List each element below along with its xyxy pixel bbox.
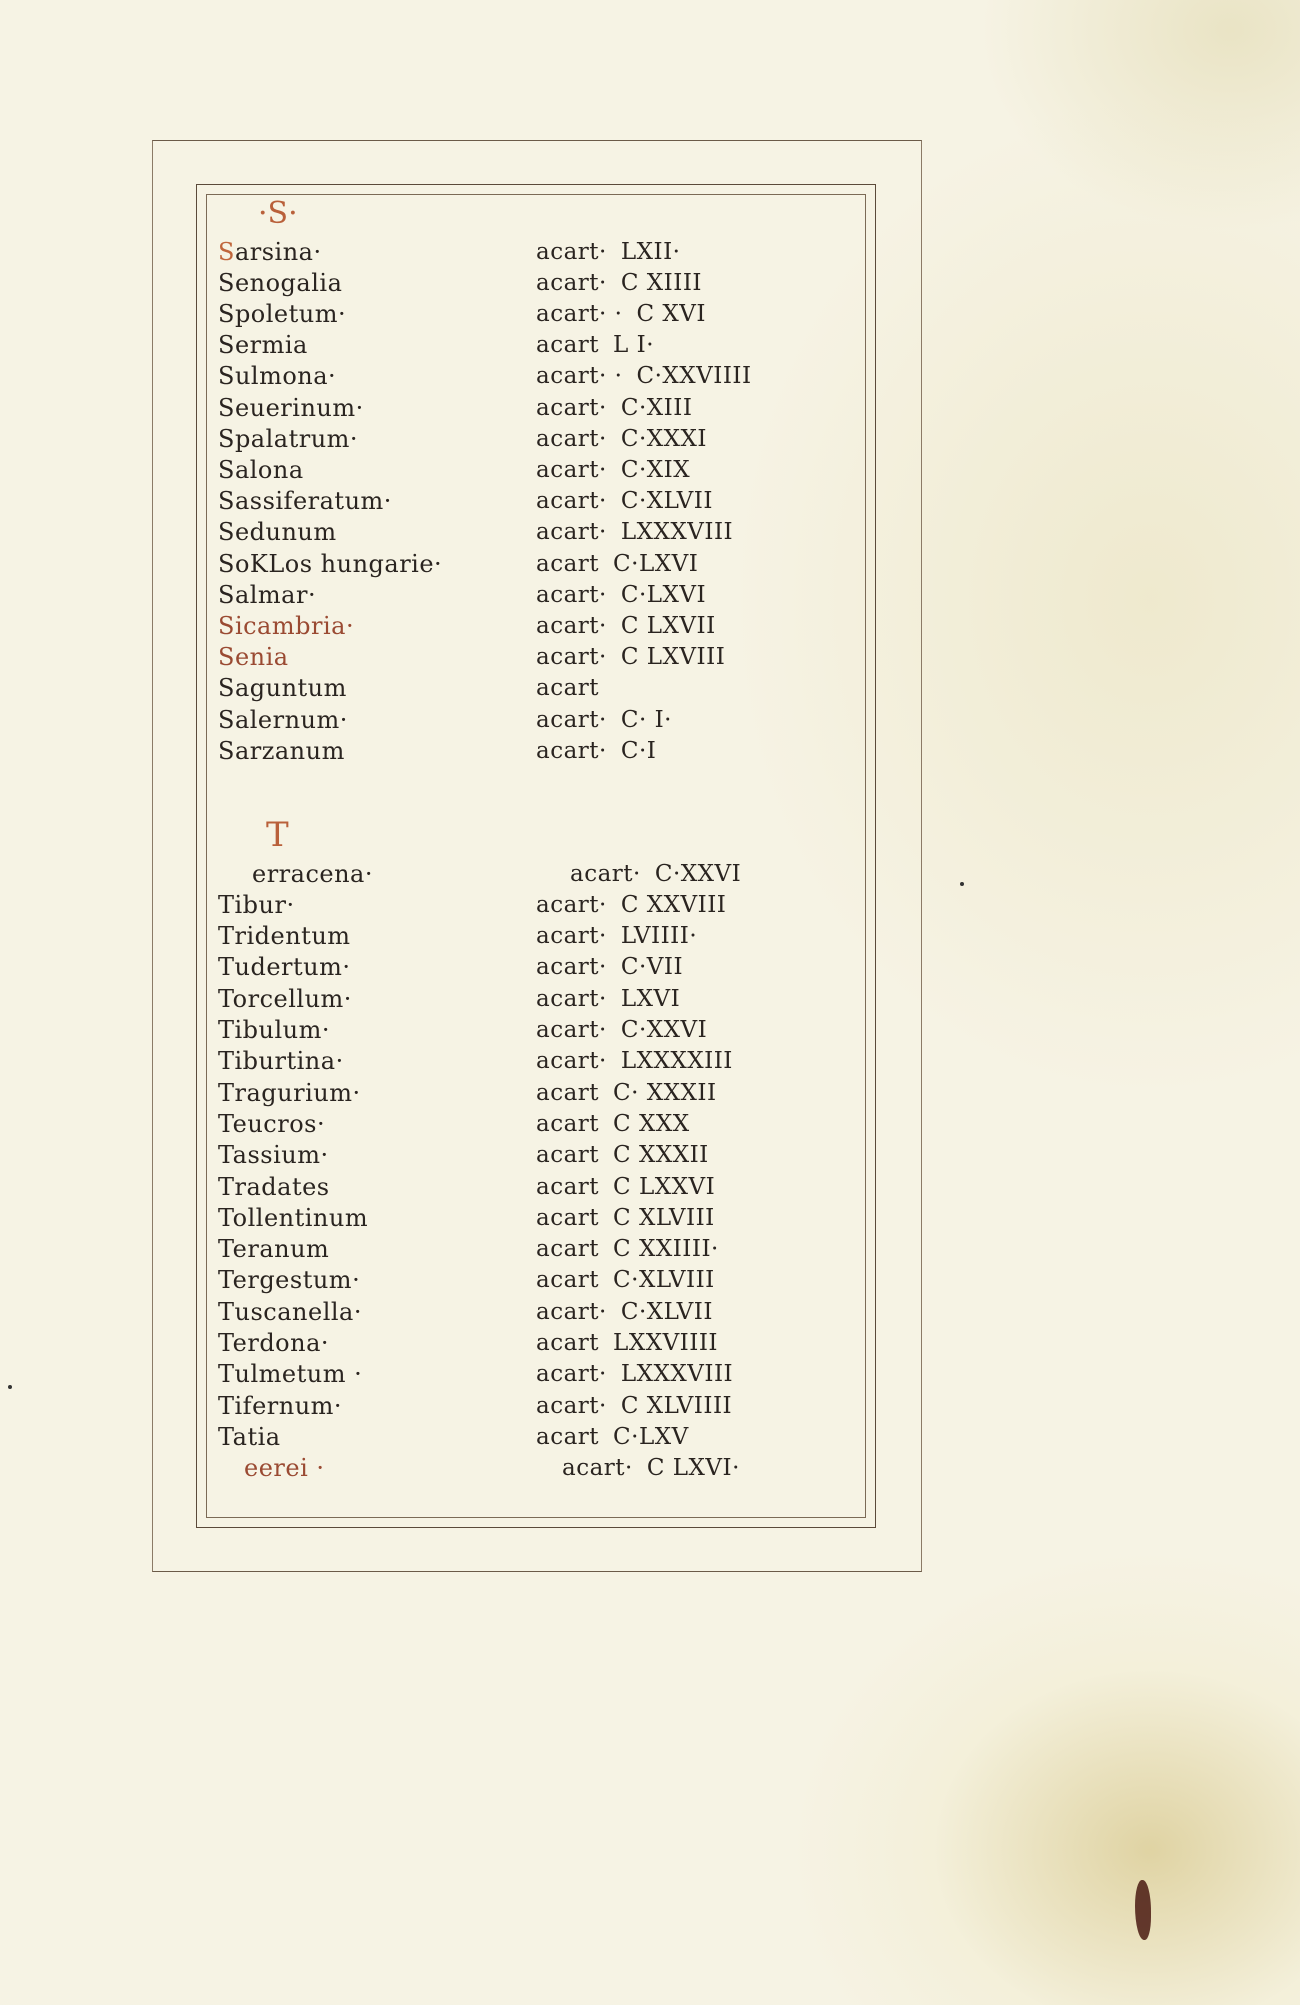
folio-number: C·XXVI bbox=[654, 860, 742, 887]
list-item bbox=[218, 889, 778, 920]
place-name: Teucros· bbox=[218, 1109, 326, 1138]
reference-abbreviation: acart· bbox=[536, 238, 607, 265]
list-item bbox=[218, 517, 778, 548]
list-item bbox=[218, 1296, 778, 1327]
place-name: eerei · bbox=[244, 1454, 325, 1483]
reference-abbreviation: acart bbox=[536, 1267, 600, 1294]
place-name: Tudertum· bbox=[218, 953, 351, 982]
folio-number: C·XXVIIII bbox=[636, 363, 752, 390]
place-name: Salona bbox=[218, 455, 304, 484]
reference-abbreviation: acart· bbox=[536, 425, 607, 452]
folio-number: C·XXXI bbox=[620, 425, 707, 452]
reference-abbreviation: acart bbox=[536, 1142, 600, 1169]
reference-abbreviation: acart· bbox=[536, 488, 607, 515]
folio-number: C·XXVI bbox=[620, 1017, 708, 1043]
place-name: Salmar· bbox=[218, 580, 317, 609]
folio-number: C·LXVI bbox=[620, 581, 707, 608]
reference-abbreviation: acart· bbox=[536, 269, 607, 296]
folio-number: C· XXXII bbox=[613, 1079, 717, 1106]
reference-abbreviation: acart· · bbox=[536, 300, 623, 327]
list-item bbox=[218, 454, 778, 485]
reference-abbreviation: acart· bbox=[570, 860, 641, 887]
place-name: Tibur· bbox=[218, 890, 295, 919]
folio-number: C LXXVI bbox=[613, 1173, 716, 1200]
list-item bbox=[218, 1108, 778, 1139]
list-item bbox=[218, 610, 778, 641]
place-name: Sermia bbox=[218, 331, 308, 360]
place-name: Tiburtina· bbox=[218, 1047, 344, 1076]
folio-number: C LXVI· bbox=[646, 1455, 740, 1482]
reference-abbreviation: acart· bbox=[536, 985, 607, 1012]
folio-number: C·I bbox=[620, 737, 657, 764]
list-item bbox=[218, 1202, 778, 1233]
place-name: Saguntum bbox=[218, 674, 347, 703]
place-name: Sicambria· bbox=[218, 611, 355, 640]
reference-abbreviation: acart· bbox=[536, 1361, 607, 1388]
folio-number: C·XIII bbox=[620, 394, 693, 421]
place-name: Torcellum· bbox=[218, 984, 352, 1013]
list-item bbox=[218, 1171, 778, 1202]
reference-abbreviation: acart· bbox=[562, 1455, 633, 1482]
place-name: Tollentinum bbox=[218, 1203, 369, 1232]
speck bbox=[960, 882, 964, 886]
folio-number: C XLVIIII bbox=[620, 1392, 733, 1419]
place-name: erracena· bbox=[252, 859, 373, 888]
list-item bbox=[218, 1234, 778, 1265]
place-name: Tuscanella· bbox=[218, 1297, 362, 1326]
reference-abbreviation: acart· bbox=[536, 456, 607, 483]
list-item bbox=[218, 423, 778, 454]
folio-number: LXVI bbox=[620, 985, 681, 1012]
folio-number: LVIIII· bbox=[620, 923, 698, 950]
reference-abbreviation: acart· bbox=[536, 394, 607, 421]
list-item bbox=[218, 1265, 778, 1296]
place-name: Tibulum· bbox=[218, 1016, 331, 1044]
place-name: Seuerinum· bbox=[218, 393, 364, 422]
reference-abbreviation: acart· bbox=[536, 891, 607, 918]
reference-abbreviation: acart· bbox=[536, 737, 607, 764]
reference-abbreviation: acart bbox=[536, 1173, 600, 1200]
rubricated-initial: S bbox=[218, 237, 235, 266]
folio-number: LXXVIIII bbox=[613, 1330, 719, 1356]
list-item bbox=[218, 704, 778, 735]
folio-number: LXXXXIII bbox=[620, 1048, 733, 1075]
list-item bbox=[218, 735, 778, 766]
place-name: Tatia bbox=[218, 1422, 281, 1451]
list-item bbox=[218, 1077, 778, 1108]
place-name: Sedunum bbox=[218, 518, 337, 547]
list-item bbox=[218, 361, 778, 392]
reference-abbreviation: acart· bbox=[536, 644, 607, 671]
list-item bbox=[218, 642, 778, 673]
folio-number: C XXIIII· bbox=[613, 1236, 719, 1263]
list-item bbox=[218, 548, 778, 579]
list-item bbox=[218, 673, 778, 704]
folio-number: C XIIII bbox=[620, 269, 702, 296]
list-item bbox=[218, 330, 778, 361]
reference-abbreviation: acart bbox=[536, 332, 600, 359]
list-item bbox=[218, 298, 778, 329]
reference-abbreviation: acart bbox=[536, 1330, 600, 1356]
place-name: Tragurium· bbox=[218, 1078, 361, 1107]
reference-abbreviation: acart bbox=[536, 1110, 600, 1137]
folio-number: C XXVIII bbox=[620, 891, 727, 918]
reference-abbreviation: acart bbox=[536, 675, 600, 702]
place-name: Spoletum· bbox=[218, 299, 347, 328]
folio-number: LXXXVIII bbox=[620, 1361, 734, 1388]
section-heading-t: T bbox=[266, 815, 289, 855]
place-name: Salernum· bbox=[218, 705, 348, 734]
place-name: Teranum bbox=[218, 1235, 330, 1264]
list-item bbox=[218, 952, 778, 983]
list-item bbox=[218, 486, 778, 517]
folio-number: C·XLVII bbox=[620, 1298, 713, 1325]
place-name: Sulmona· bbox=[218, 362, 337, 391]
reference-abbreviation: acart bbox=[536, 1204, 600, 1231]
folio-number: C XXX bbox=[613, 1110, 690, 1137]
reference-abbreviation: acart· bbox=[536, 1298, 607, 1325]
folio-number: C LXVIII bbox=[620, 644, 726, 671]
folio-number: LXII· bbox=[620, 238, 681, 265]
list-item bbox=[218, 921, 778, 952]
place-name: Sarzanum bbox=[218, 736, 345, 765]
folio-number: C XVI bbox=[636, 300, 706, 327]
folio-number: C·VII bbox=[620, 954, 684, 981]
place-name: Senia bbox=[218, 643, 289, 672]
reference-abbreviation: acart· bbox=[536, 954, 607, 981]
place-name: SoKLos hungarie· bbox=[218, 549, 443, 578]
folio-number: C LXVII bbox=[620, 612, 716, 639]
list-item bbox=[218, 983, 778, 1014]
folio-number: C·LXV bbox=[613, 1423, 689, 1450]
list-item bbox=[218, 858, 778, 889]
place-name: Spalatrum· bbox=[218, 424, 359, 453]
list-item bbox=[218, 1359, 778, 1390]
folio-number: C· I· bbox=[620, 706, 672, 733]
list-item bbox=[218, 267, 778, 298]
reference-abbreviation: acart· bbox=[536, 581, 607, 608]
list-item bbox=[218, 1140, 778, 1171]
reference-abbreviation: acart· bbox=[536, 1048, 607, 1075]
folio-number: C·LXVI bbox=[613, 550, 699, 577]
reference-abbreviation: acart bbox=[536, 1236, 600, 1263]
list-item bbox=[218, 1421, 778, 1452]
folio-number: C·XLVII bbox=[620, 488, 713, 515]
list-item bbox=[218, 579, 778, 610]
folio-number: C XXXII bbox=[613, 1142, 709, 1169]
ink-stain bbox=[1135, 1880, 1151, 1940]
place-name: Senogalia bbox=[218, 268, 343, 297]
folio-number: C·XLVIII bbox=[613, 1267, 715, 1294]
place-name: Tassium· bbox=[218, 1141, 329, 1170]
reference-abbreviation: acart· bbox=[536, 706, 607, 733]
speck bbox=[8, 1385, 12, 1389]
place-name: Tridentum bbox=[218, 922, 351, 951]
list-item bbox=[218, 1390, 778, 1421]
reference-abbreviation: acart bbox=[536, 1079, 600, 1106]
folio-number: C·XIX bbox=[620, 456, 691, 483]
reference-abbreviation: acart· bbox=[536, 519, 607, 546]
reference-abbreviation: acart· bbox=[536, 1392, 607, 1419]
list-item bbox=[218, 1015, 778, 1046]
reference-abbreviation: acart bbox=[536, 1423, 600, 1450]
place-name: Tulmetum · bbox=[218, 1360, 363, 1389]
list-item bbox=[218, 1453, 778, 1484]
reference-abbreviation: acart· · bbox=[536, 363, 623, 390]
reference-abbreviation: acart· bbox=[536, 923, 607, 950]
place-name: Tergestum· bbox=[218, 1266, 361, 1295]
list-item bbox=[218, 1328, 778, 1359]
place-name: Sassiferatum· bbox=[218, 487, 392, 516]
folio-number: L I· bbox=[613, 332, 655, 359]
list-item bbox=[218, 236, 778, 267]
place-name: Sarsina· bbox=[218, 237, 322, 266]
reference-abbreviation: acart· bbox=[536, 1017, 607, 1043]
place-name: Tradates bbox=[218, 1172, 330, 1201]
place-name: Tifernum· bbox=[218, 1391, 343, 1420]
folio-number: C XLVIII bbox=[613, 1204, 715, 1231]
list-item bbox=[218, 392, 778, 423]
section-heading-s: ·S· bbox=[258, 196, 298, 231]
reference-abbreviation: acart· bbox=[536, 612, 607, 639]
list-item bbox=[218, 1046, 778, 1077]
reference-abbreviation: acart bbox=[536, 550, 600, 577]
place-name: Terdona· bbox=[218, 1329, 330, 1357]
folio-number: LXXXVIII bbox=[620, 519, 734, 546]
